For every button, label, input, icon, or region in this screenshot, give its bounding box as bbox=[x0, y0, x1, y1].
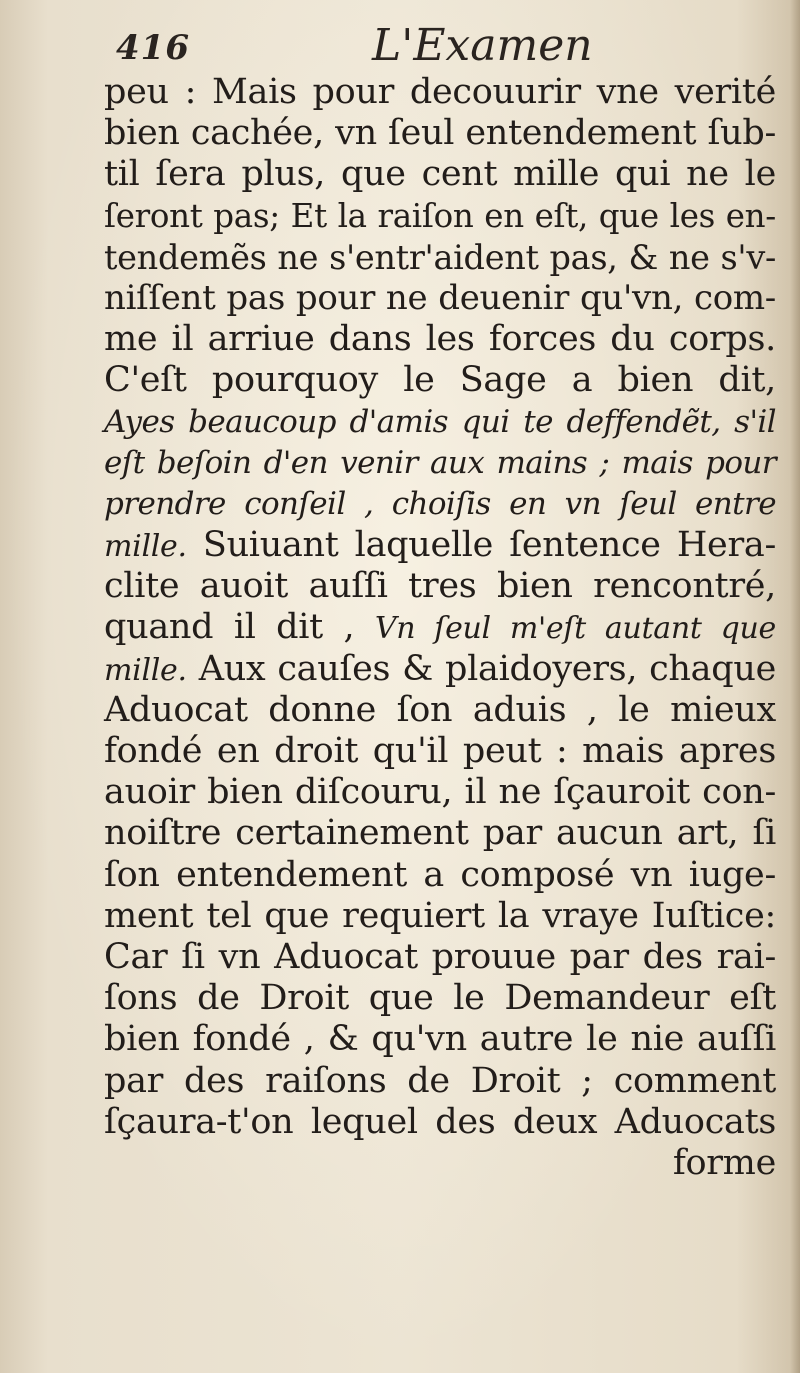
page-edge-shadow bbox=[790, 0, 800, 1373]
text-line: auoir bien diſcouru, il ne ſçauroit con- bbox=[104, 772, 776, 813]
italic-segment: Vn ſeul m'eſt autant que bbox=[374, 611, 776, 647]
text-line: niſſent pas pour ne deuenir qu'vn, com- bbox=[104, 277, 776, 318]
text-line: peu : Mais pour decouurir vne verité bbox=[104, 72, 776, 112]
text-line-mixed bbox=[104, 649, 776, 690]
text-line-mixed bbox=[104, 525, 776, 566]
text-line: me il arriue dans les forces du corps. bbox=[104, 319, 776, 360]
page-header bbox=[108, 18, 768, 78]
text-line: bien fondé , & qu'vn autre le nie auſſi bbox=[104, 1019, 776, 1060]
text-line: ſçaura-t'on lequel des deux Aduocats bbox=[104, 1101, 776, 1142]
quote-line: prendre conſeil , choiſis en vn ſeul entre bbox=[104, 485, 776, 522]
text-line: ment tel que requiert la vraye Iuſtice: bbox=[104, 895, 776, 936]
quote-line: eſt beſoin d'en venir aux mains ; mais pour bbox=[104, 444, 776, 481]
text-line: tendemẽs ne s'entr'aident pas, & ne s'v- bbox=[104, 237, 776, 277]
text-line: fondé en droit qu'il peut : mais apres bbox=[104, 731, 776, 771]
text-line-mixed bbox=[104, 607, 776, 648]
body-text bbox=[104, 72, 776, 1184]
catchword: forme bbox=[672, 1142, 776, 1183]
text-line: ſon entendement a composé vn iuge- bbox=[104, 854, 776, 895]
roman-segment: quand il dit , bbox=[104, 607, 375, 648]
text-line: noiſtre certainement par aucun art, ſi bbox=[104, 813, 776, 854]
text-line: til ſera plus, que cent mille qui ne le bbox=[104, 154, 776, 195]
roman-segment: Suiuant laquelle ſentence Hera- bbox=[186, 525, 776, 566]
text-line: C'eſt pourquoy le Sage a bien dit, bbox=[104, 360, 776, 401]
italic-segment: mille. bbox=[104, 652, 187, 688]
text-line: Car ſi vn Aduocat prouue par des rai- bbox=[104, 936, 776, 977]
text-line: clite auoit auſſi tres bien rencontré, bbox=[104, 566, 776, 607]
text-line: bien cachée, vn ſeul entendement ſub- bbox=[104, 113, 776, 154]
text-line: par des raiſons de Droit ; comment bbox=[104, 1060, 776, 1101]
text-line: ſeront pas; Et la raiſon en eſt, que les en- bbox=[104, 196, 776, 235]
page-number: 416 bbox=[116, 28, 190, 68]
running-head: L'Examen bbox=[372, 20, 593, 71]
text-line: ſons de Droit que le Demandeur eſt bbox=[104, 978, 776, 1019]
quote-line: Ayes beaucoup d'amis qui te deffendẽt, s'il bbox=[104, 403, 776, 440]
italic-segment: mille. bbox=[104, 529, 187, 565]
text-line: Aduocat donne ſon aduis , le mieux bbox=[104, 689, 776, 730]
roman-segment: Aux cauſes & plaidoyers, chaque bbox=[186, 648, 776, 689]
